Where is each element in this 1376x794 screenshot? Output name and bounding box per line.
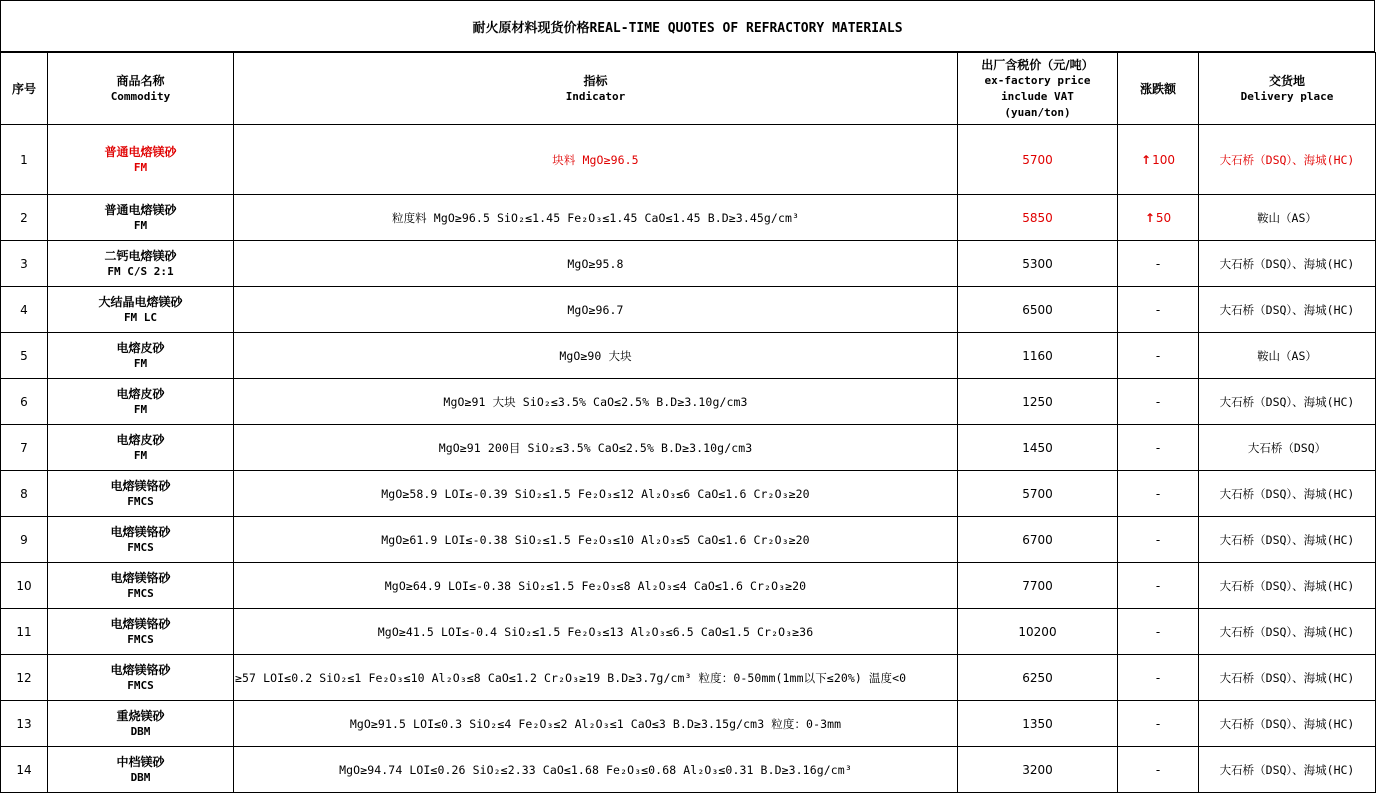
table-row[interactable] (1, 333, 1376, 379)
cell-commodity[interactable] (48, 517, 234, 563)
header-price-l1: 出厂含税价（元/吨） (981, 57, 1094, 72)
cell-commodity[interactable] (48, 287, 234, 333)
header-delivery-cn: 交货地 (1268, 73, 1305, 88)
cell-price[interactable] (958, 241, 1118, 287)
price-value: 3200 (1022, 762, 1053, 777)
cell-commodity[interactable] (48, 379, 234, 425)
indicator-text: MgO≥64.9 LOI≤-0.38 SiO₂≤1.5 Fe₂O₃≤8 Al₂O₃≤4 CaO≤1.6 Cr₂O₃≥20 (384, 578, 807, 593)
commodity-name-en: FM LC (123, 310, 158, 324)
delivery-place: 大石桥（DSQ）、海城(HC) (1219, 486, 1355, 501)
up-arrow-icon: ↑ (1141, 152, 1152, 167)
delivery-place: 大石桥（DSQ）、海城(HC) (1219, 302, 1355, 317)
commodity-name-cn: 普通电熔镁砂 (104, 144, 177, 159)
price-value: 5300 (1022, 256, 1053, 271)
cell-change[interactable] (1118, 609, 1199, 655)
price-table (0, 52, 1376, 793)
indicator-text: MgO≥41.5 LOI≤-0.4 SiO₂≤1.5 Fe₂O₃≤13 Al₂O₃≤6.5 CaO≤1.5 Cr₂O₃≥36 (377, 624, 814, 639)
commodity-name-cn: 电熔镁铬砂 (110, 662, 171, 677)
cell-no[interactable] (1, 563, 48, 609)
cell-price[interactable] (958, 195, 1118, 241)
commodity-name-cn: 电熔镁铬砂 (110, 570, 171, 585)
cell-price[interactable] (958, 471, 1118, 517)
cell-indicator[interactable] (234, 517, 958, 563)
cell-delivery[interactable] (1199, 425, 1376, 471)
table-row[interactable] (1, 563, 1376, 609)
commodity-name-cn: 中档镁砂 (116, 754, 165, 769)
table-row[interactable] (1, 195, 1376, 241)
commodity-name-cn: 电熔镁铬砂 (110, 524, 171, 539)
row-number: 5 (20, 348, 28, 363)
cell-indicator[interactable] (234, 241, 958, 287)
indicator-text: MgO≥95.8 (567, 256, 624, 271)
header-commodity[interactable] (48, 53, 234, 125)
change-value: 100 (1152, 152, 1175, 167)
cell-no[interactable] (1, 425, 48, 471)
table-row[interactable] (1, 747, 1376, 793)
cell-delivery[interactable] (1199, 563, 1376, 609)
price-value: 5850 (1022, 210, 1053, 225)
cell-price[interactable] (958, 747, 1118, 793)
table-row[interactable] (1, 379, 1376, 425)
indicator-text: MgO≥94.74 LOI≤0.26 SiO₂≤2.33 CaO≤1.68 Fe₂O₃≤0.68 Al₂O₃≤0.31 B.D≥3.16g/cm³ (339, 762, 852, 777)
price-value: 7700 (1022, 578, 1053, 593)
cell-commodity[interactable] (48, 471, 234, 517)
row-number: 3 (20, 256, 28, 271)
cell-indicator[interactable] (234, 609, 958, 655)
table-body (1, 125, 1376, 793)
commodity-name-cn: 二钙电熔镁砂 (104, 248, 177, 263)
commodity-name-cn: 重烧镁砂 (116, 708, 165, 723)
cell-price[interactable] (958, 701, 1118, 747)
cell-indicator[interactable] (234, 655, 958, 701)
indicator-text: 块料 MgO≥96.5 (552, 152, 639, 167)
commodity-name-en: FM (133, 218, 148, 232)
cell-change[interactable] (1118, 195, 1199, 241)
table-row[interactable] (1, 241, 1376, 287)
price-value: 5700 (1022, 152, 1053, 167)
cell-no[interactable] (1, 655, 48, 701)
table-row[interactable] (1, 655, 1376, 701)
row-number: 10 (16, 578, 32, 593)
commodity-name-cn: 电熔皮砂 (116, 340, 165, 355)
row-number: 2 (20, 210, 28, 225)
cell-delivery[interactable] (1199, 379, 1376, 425)
commodity-name-en: FM (133, 356, 148, 370)
commodity-name-en: FM (133, 160, 148, 174)
indicator-text: 粒度料 MgO≥96.5 SiO₂≤1.45 Fe₂O₃≤1.45 CaO≤1.45 B.D≥3.45g/cm³ (391, 210, 800, 225)
table-row[interactable] (1, 517, 1376, 563)
row-number: 4 (20, 302, 28, 317)
cell-indicator[interactable] (234, 701, 958, 747)
sheet-title: 耐火原材料现货价格REAL-TIME QUOTES OF REFRACTORY MATERIALS (0, 0, 1375, 52)
cell-indicator[interactable] (234, 747, 958, 793)
change-value: - (1155, 624, 1161, 639)
cell-indicator[interactable] (234, 125, 958, 195)
cell-delivery[interactable] (1199, 747, 1376, 793)
commodity-name-cn: 电熔皮砂 (116, 386, 165, 401)
cell-price[interactable] (958, 333, 1118, 379)
delivery-place: 大石桥（DSQ）、海城(HC) (1219, 670, 1355, 685)
cell-change[interactable] (1118, 471, 1199, 517)
commodity-name-en: FMCS (127, 678, 154, 692)
price-value: 10200 (1018, 624, 1057, 639)
table-row[interactable] (1, 701, 1376, 747)
cell-price[interactable] (958, 379, 1118, 425)
commodity-name-cn: 电熔镁铬砂 (110, 478, 171, 493)
row-number: 12 (16, 670, 32, 685)
indicator-text: MgO≥96.7 (567, 302, 624, 317)
cell-delivery[interactable] (1199, 241, 1376, 287)
cell-delivery[interactable] (1199, 195, 1376, 241)
header-indicator-en: Indicator (565, 89, 626, 103)
header-delivery[interactable] (1199, 53, 1376, 125)
change-value: - (1155, 716, 1161, 731)
cell-change[interactable] (1118, 563, 1199, 609)
commodity-name-en: FM C/S 2:1 (107, 264, 174, 278)
change-value: - (1155, 670, 1161, 685)
cell-price[interactable] (958, 287, 1118, 333)
cell-commodity[interactable] (48, 563, 234, 609)
commodity-name-en: FMCS (127, 632, 154, 646)
cell-no[interactable] (1, 333, 48, 379)
cell-indicator[interactable] (234, 471, 958, 517)
price-value: 1450 (1022, 440, 1053, 455)
delivery-place: 鞍山（AS） (1257, 348, 1317, 363)
cell-no[interactable] (1, 241, 48, 287)
delivery-place: 鞍山（AS） (1257, 210, 1317, 225)
cell-no[interactable] (1, 125, 48, 195)
cell-commodity[interactable] (48, 655, 234, 701)
row-number: 11 (16, 624, 32, 639)
cell-no[interactable] (1, 701, 48, 747)
commodity-name-en: DBM (130, 770, 151, 784)
price-value: 1160 (1022, 348, 1053, 363)
header-price-l4: (yuan/ton) (1004, 105, 1071, 119)
header-price-l2: ex-factory price (984, 73, 1091, 87)
row-number: 13 (16, 716, 32, 731)
price-value: 6250 (1022, 670, 1053, 685)
cell-commodity[interactable] (48, 747, 234, 793)
row-number: 8 (20, 486, 28, 501)
delivery-place: 大石桥（DSQ）、海城(HC) (1219, 762, 1355, 777)
cell-change[interactable] (1118, 655, 1199, 701)
row-number: 1 (20, 152, 28, 167)
commodity-name-en: FM (133, 402, 148, 416)
change-value: - (1155, 578, 1161, 593)
cell-change[interactable] (1118, 379, 1199, 425)
cell-delivery[interactable] (1199, 655, 1376, 701)
cell-indicator[interactable] (234, 425, 958, 471)
cell-commodity[interactable] (48, 333, 234, 379)
indicator-text: MgO≥61.9 LOI≤-0.38 SiO₂≤1.5 Fe₂O₃≤10 Al₂O₃≤5 CaO≤1.6 Cr₂O₃≥20 (381, 532, 810, 547)
row-number: 14 (16, 762, 32, 777)
cell-change[interactable] (1118, 333, 1199, 379)
cell-commodity[interactable] (48, 425, 234, 471)
cell-price[interactable] (958, 517, 1118, 563)
header-change[interactable]: 涨跌额 (1118, 53, 1199, 125)
cell-commodity[interactable] (48, 241, 234, 287)
row-number: 9 (20, 532, 28, 547)
cell-price[interactable] (958, 125, 1118, 195)
cell-change[interactable] (1118, 425, 1199, 471)
cell-change[interactable] (1118, 701, 1199, 747)
delivery-place: 大石桥（DSQ）、海城(HC) (1219, 256, 1355, 271)
commodity-name-en: DBM (130, 724, 151, 738)
delivery-place: 大石桥（DSQ）、海城(HC) (1219, 624, 1355, 639)
delivery-place: 大石桥（DSQ）、海城(HC) (1219, 394, 1355, 409)
cell-change[interactable] (1118, 287, 1199, 333)
cell-commodity[interactable] (48, 125, 234, 195)
change-value: - (1155, 394, 1161, 409)
cell-no[interactable] (1, 379, 48, 425)
table-row[interactable] (1, 471, 1376, 517)
delivery-place: 大石桥（DSQ）、海城(HC) (1219, 152, 1355, 167)
change-value: - (1155, 348, 1161, 363)
cell-no[interactable] (1, 287, 48, 333)
cell-commodity[interactable] (48, 195, 234, 241)
price-value: 6700 (1022, 532, 1053, 547)
commodity-name-en: FMCS (127, 494, 154, 508)
cell-no[interactable] (1, 609, 48, 655)
cell-indicator[interactable] (234, 379, 958, 425)
change-value: 50 (1155, 210, 1172, 225)
table-row[interactable] (1, 287, 1376, 333)
header-no[interactable]: 序号 (1, 53, 48, 125)
table-header-row (1, 53, 1376, 125)
change-value: - (1155, 302, 1161, 317)
change-value: - (1155, 532, 1161, 547)
price-value: 1350 (1022, 716, 1053, 731)
header-price-l3: include VAT (1001, 89, 1074, 103)
cell-price[interactable] (958, 655, 1118, 701)
cell-commodity[interactable] (48, 609, 234, 655)
table-row[interactable] (1, 609, 1376, 655)
table-row[interactable] (1, 425, 1376, 471)
cell-price[interactable] (958, 425, 1118, 471)
cell-delivery[interactable] (1199, 517, 1376, 563)
cell-change[interactable] (1118, 125, 1199, 195)
change-value: - (1155, 762, 1161, 777)
indicator-text: MgO≥90 大块 (559, 348, 632, 363)
cell-delivery[interactable] (1199, 701, 1376, 747)
cell-change[interactable] (1118, 241, 1199, 287)
delivery-place: 大石桥（DSQ）、海城(HC) (1219, 716, 1355, 731)
change-value: - (1155, 486, 1161, 501)
row-number: 7 (20, 440, 28, 455)
cell-delivery[interactable] (1199, 333, 1376, 379)
cell-indicator[interactable] (234, 333, 958, 379)
change-value: - (1155, 440, 1161, 455)
row-number: 6 (20, 394, 28, 409)
cell-price[interactable] (958, 563, 1118, 609)
cell-change[interactable] (1118, 517, 1199, 563)
cell-delivery[interactable] (1199, 125, 1376, 195)
header-commodity-en: Commodity (110, 89, 171, 103)
cell-indicator[interactable] (234, 563, 958, 609)
header-price[interactable] (958, 53, 1118, 125)
cell-no[interactable] (1, 747, 48, 793)
commodity-name-en: FMCS (127, 540, 154, 554)
cell-price[interactable] (958, 609, 1118, 655)
price-value: 1250 (1022, 394, 1053, 409)
cell-delivery[interactable] (1199, 471, 1376, 517)
indicator-text: MgO≥58.9 LOI≤-0.39 SiO₂≤1.5 Fe₂O₃≤12 Al₂O₃≤6 CaO≤1.6 Cr₂O₃≥20 (381, 486, 810, 501)
up-arrow-icon: ↑ (1144, 210, 1155, 225)
header-commodity-cn: 商品名称 (116, 73, 165, 88)
commodity-name-en: FMCS (127, 586, 154, 600)
commodity-name-cn: 大结晶电熔镁砂 (98, 294, 183, 309)
header-delivery-en: Delivery place (1240, 89, 1334, 103)
delivery-place: 大石桥（DSQ）、海城(HC) (1219, 532, 1355, 547)
cell-no[interactable] (1, 471, 48, 517)
header-indicator[interactable] (234, 53, 958, 125)
table-row[interactable] (1, 125, 1376, 195)
indicator-text: MgO≥91 200目 SiO₂≤3.5% CaO≤2.5% B.D≥3.10g/cm3 (438, 440, 753, 455)
cell-commodity[interactable] (48, 701, 234, 747)
indicator-text: ≥57 LOI≤0.2 SiO₂≤1 Fe₂O₃≤10 Al₂O₃≤8 CaO≤1.2 Cr₂O₃≥19 B.D≥3.7g/cm³ 粒度：0-50mm(1mm以下≤20%) 温度<0 (235, 670, 907, 685)
cell-no[interactable] (1, 517, 48, 563)
change-value: - (1155, 256, 1161, 271)
delivery-place: 大石桥（DSQ） (1247, 440, 1327, 455)
commodity-name-cn: 电熔镁铬砂 (110, 616, 171, 631)
header-indicator-cn: 指标 (583, 73, 608, 88)
cell-delivery[interactable] (1199, 287, 1376, 333)
price-value: 6500 (1022, 302, 1053, 317)
cell-indicator[interactable] (234, 287, 958, 333)
indicator-text: MgO≥91 大块 SiO₂≤3.5% CaO≤2.5% B.D≥3.10g/cm3 (443, 394, 748, 409)
cell-change[interactable] (1118, 747, 1199, 793)
indicator-text: MgO≥91.5 LOI≤0.3 SiO₂≤4 Fe₂O₃≤2 Al₂O₃≤1 CaO≤3 B.D≥3.15g/cm3 粒度：0-3mm (349, 716, 842, 731)
cell-no[interactable] (1, 195, 48, 241)
cell-indicator[interactable] (234, 195, 958, 241)
delivery-place: 大石桥（DSQ）、海城(HC) (1219, 578, 1355, 593)
commodity-name-cn: 电熔皮砂 (116, 432, 165, 447)
commodity-name-en: FM (133, 448, 148, 462)
cell-delivery[interactable] (1199, 609, 1376, 655)
commodity-name-cn: 普通电熔镁砂 (104, 202, 177, 217)
price-value: 5700 (1022, 486, 1053, 501)
